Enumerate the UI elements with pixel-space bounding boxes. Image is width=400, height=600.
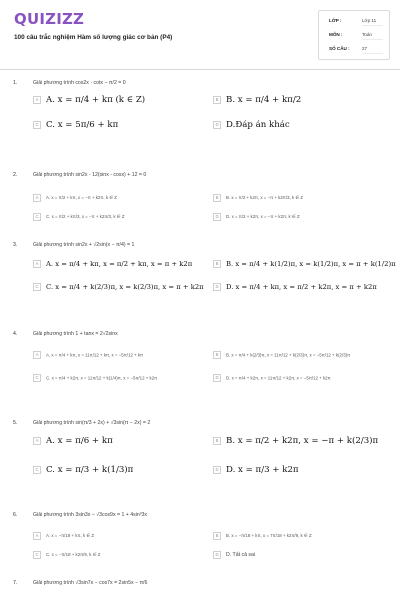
question-number: 7. xyxy=(13,580,18,586)
option-text: D. x = π/4 + k2π, x = 11π/12 + k2π, x = −5π/12 + k2π xyxy=(226,375,331,381)
option-letter-box: A xyxy=(33,260,41,268)
option-text: A. x = π/4 + kπ (k ∈ Z) xyxy=(46,95,146,105)
option-letter-box: C xyxy=(33,121,41,129)
option-text: C. x = 5π/6 + kπ xyxy=(46,120,119,130)
question-text: Giải phương trình sin2x + √2sin(x − π/4) = 1 xyxy=(33,242,135,248)
option-letter-box: B xyxy=(213,351,221,359)
option-text: D. x = π/2 + k2π, x = −π + k2π, k ∈ Z xyxy=(226,214,300,219)
option-letter-box: B xyxy=(213,437,221,445)
option-letter-box: B xyxy=(213,532,221,540)
option-letter-box: B xyxy=(213,194,221,202)
option-text: B. x = π/2 + k2π, x = −π + k(2/3)π xyxy=(226,436,379,446)
header-divider xyxy=(0,69,400,70)
option-text: A. x = −π/18 + kπ, k ∈ Z xyxy=(46,533,95,538)
meta-info-box xyxy=(318,10,390,60)
option-text: D. Tất cả sai xyxy=(226,552,256,558)
option-text: A. x = π/4 + kπ, x = 11π/12 + kπ, x = −5π/12 + kπ xyxy=(46,352,144,358)
option-text: C. x = π/2 + kπ/3, x = −π + k2π/3, k ∈ Z xyxy=(46,214,125,219)
question-text: Giải phương trình sin2x - 12(sinx - cosx) + 12 = 0 xyxy=(33,172,147,178)
option-letter-box: D xyxy=(213,213,221,221)
quiz-title: 100 câu trắc nghiệm Hàm số lượng giác cơ bản (P4) xyxy=(14,34,173,41)
option-text: B. x = π/4 + k(1/2)π, x = k(1/2)π, x = π + k(1/2)π xyxy=(226,260,396,268)
option-letter-box: D xyxy=(213,283,221,291)
option-letter-box: D xyxy=(213,466,221,474)
option-text: D.Đáp án khác xyxy=(226,120,290,130)
option-text: C. x = π/3 + k(1/3)π xyxy=(46,465,134,475)
option-letter-box: D xyxy=(213,551,221,559)
question-text: Giải phương trình cos2x · cotx − π/2 = 0 xyxy=(33,80,126,86)
option-letter-box: D xyxy=(213,374,221,382)
option-text: B. x = π/2 + k2π, x = −π + k2π/3, k ∈ Z xyxy=(226,195,304,200)
question-text: Giải phương trình sin(π/3 + 2x) + √3sin(π − 2x) = 2 xyxy=(33,420,151,426)
option-text: D. x = π/3 + k2π xyxy=(226,465,299,475)
meta-value: Toán xyxy=(362,32,372,37)
question-number: 5. xyxy=(13,420,18,426)
quizizz-logo: QUIZIZZ xyxy=(14,10,85,28)
option-letter-box: A xyxy=(33,532,41,540)
option-text: B. x = −π/18 + kπ, x = 7π/18 + k2π/9, k ∈ Z xyxy=(226,533,312,538)
question-number: 4. xyxy=(13,331,18,337)
question-number: 3. xyxy=(13,242,18,248)
question-text: Giải phương trình 1 + tanx = 2√2sinx xyxy=(33,331,118,337)
option-letter-box: B xyxy=(213,96,221,104)
option-text: C. x = π/4 + k(2/3)π, x = k(2/3)π, x = π + k2π xyxy=(46,283,204,291)
option-text: D. x = π/4 + kπ, x = π/2 + k2π, x = π + k2π xyxy=(226,283,377,291)
option-text: C. x = π/4 + k2π, x = 11π/12 + k(1/4)π, x = −5π/12 + k2π xyxy=(46,375,158,381)
option-letter-box: C xyxy=(33,213,41,221)
meta-label: MÔN : xyxy=(329,32,343,37)
option-letter-box: C xyxy=(33,374,41,382)
option-letter-box: D xyxy=(213,121,221,129)
question-text: Giải phương trình √3sin7x − cos7x = 2sin5x − π/6 xyxy=(33,580,148,586)
option-letter-box: C xyxy=(33,551,41,559)
option-letter-box: B xyxy=(213,260,221,268)
question-number: 1. xyxy=(13,80,18,86)
option-letter-box: A xyxy=(33,437,41,445)
option-letter-box: C xyxy=(33,466,41,474)
option-text: B. x = π/4 + kπ/2 xyxy=(226,95,302,105)
meta-value: 27 xyxy=(362,46,368,51)
option-letter-box: C xyxy=(33,283,41,291)
question-text: Giải phương trình 3sin3x − √3cos9x = 1 + 4sin³3x xyxy=(33,512,147,518)
option-letter-box: A xyxy=(33,194,41,202)
option-text: A. x = π/2 + kπ, x = −π + k2π, k ∈ Z xyxy=(46,195,117,200)
option-text: A. x = π/4 + kπ, x = π/2 + kπ, x = π + k2π xyxy=(46,260,193,268)
meta-label: LỚP : xyxy=(329,18,342,23)
meta-label: SỐ CÂU : xyxy=(329,46,350,51)
option-text: B. x = π/4 + k(2/3)π, x = 11π/12 + k(2/3)π, x = −5π/12 + k(2/3)π xyxy=(226,352,351,358)
option-text: C. x = −π/18 + k2π/9, k ∈ Z xyxy=(46,552,101,557)
option-text: A. x = π/6 + kπ xyxy=(46,436,113,446)
meta-value: Lớp 11 xyxy=(362,18,377,23)
question-number: 2. xyxy=(13,172,18,178)
option-letter-box: A xyxy=(33,96,41,104)
worksheet-header xyxy=(0,0,400,68)
question-number: 6. xyxy=(13,512,18,518)
option-letter-box: A xyxy=(33,351,41,359)
